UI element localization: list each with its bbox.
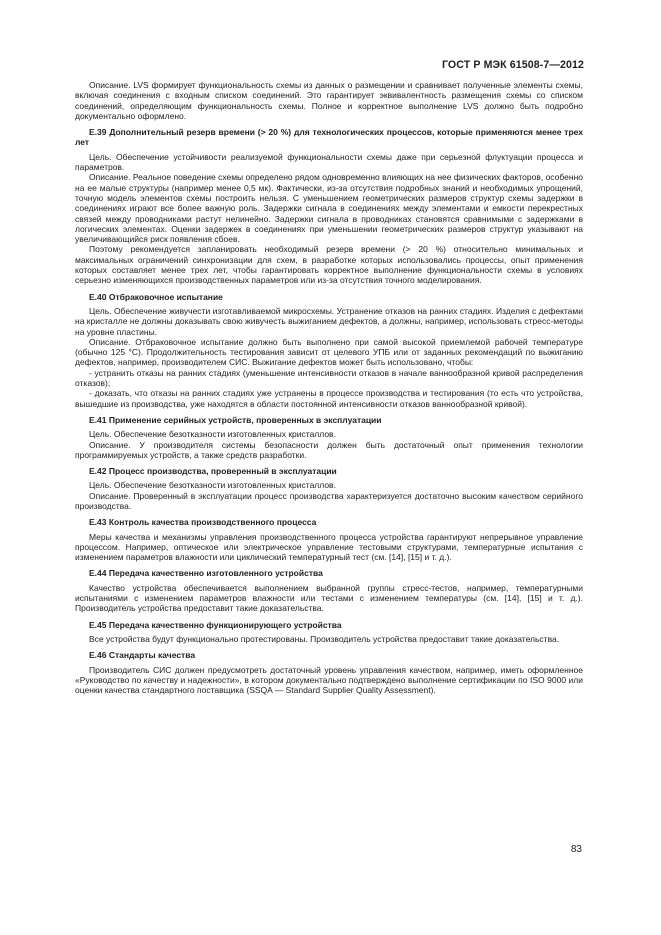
paragraph: Описание. Реальное поведение схемы определено рядом одновременно влияющих на нее физических факторов, особенно на ее малые структуры (например менее 0,5 мк). Фактически, из-за отсутствия подробных знаний и необходимых упрощений, точную модель элементов схемы построить нельзя. С уменьшением геометрических размеров структур схемы задержки в соединениях играют все более важную роль. Задержки сигнала в соединениях между элементами и емкости перекрестных связей между проводниками растут нелинейно. Задержки сигнала в проводниках становятся сравнимыми с задержками в логических элементах. Оценки задержек в соединениях при уменьшении геометрических размеров структур указывают на увеличивающийся риск появления сбоев.: [75, 172, 583, 245]
paragraph: - доказать, что отказы на ранних стадиях уже устранены в процессе производства и тестирования (то есть что устройства, вышедшие из производства, уже находятся в области постоянной интенсивности отказов ваннообразной кривой).: [75, 388, 583, 409]
section-heading: Е.46 Стандарты качества: [89, 650, 196, 661]
paragraph: Описание. У производителя системы безопасности должен быть достаточный опыт применения технологии программируемых устройств, а также средств разработки.: [75, 439, 583, 460]
section-heading: Е.44 Передача качественно изготовленного устройства: [89, 568, 323, 579]
paragraph: Цель. Обеспечение безотказности изготовленных кристаллов.: [89, 429, 336, 440]
paragraph: Описание. LVS формирует функциональность схемы из данных о размещении и сравнивает полученные элементы схемы, включая соединения с входным списком соединений. Это гарантирует эквивалентность размещения схемы со списком соединений, определяющим функциональность схемы. Полное и корректное выполнение LVS должно быть подробно документально оформлено.: [75, 80, 583, 121]
paragraph: Меры качества и механизмы управления производственного процесса устройства гарантируют непрерывное управление процессом. Например, оптическое или электрическое управление тестовыми структурами, температурные испытания с изменением параметров влажности или циклический температурный тест (см. [14], [15] и т. д.).: [75, 531, 583, 563]
section-1: [75, 127, 583, 285]
paragraph: Производитель СИС должен предусмотреть достаточный уровень управления качеством, например, иметь оформленное «Руководство по качеству и надежности», в котором документально подтверждено выполнение сертификации по ISO 9000 или оценки качества стандартного поставщика (SSQA — Standard Supplier Quality Assessment).: [75, 664, 583, 696]
section-4: [75, 466, 583, 511]
document-header: ГОСТ Р МЭК 61508-7—2012: [441, 59, 584, 71]
section-heading: Е.42 Процесс производства, проверенный в эксплуатации: [89, 466, 337, 477]
section-6: [75, 568, 583, 613]
paragraph: Поэтому рекомендуется запланировать необходимый резерв времени (> 20 %) относительно минимальных и максимальных ограничений синхронизации для схем, в разработке которых использовались процессы, опыт применения которых составляет менее трех лет, чтобы гарантировать корректное выполнение функциональности схемы в условиях серьезно изменяющихся производственных параметров или из-за отсутствия точного моделирования.: [75, 244, 583, 286]
section-heading: Е.40 Отбраковочное испытание: [89, 291, 223, 302]
paragraph: Цель. Обеспечение устойчивости реализуемой функциональности схемы даже при серьезной флуктуации процесса и параметров.: [75, 151, 583, 173]
paragraph: Все устройства будут функционально протестированы. Производитель устройства предоставит такие доказательства.: [89, 633, 560, 644]
section-heading: Е.39 Дополнительный резерв времени (> 20 %) для технологических процессов, которые применяются менее трех лет: [75, 127, 583, 148]
paragraph: Описание. Проверенный в эксплуатации процесс производства характеризуется достаточно высоким качеством серийного производства.: [75, 490, 583, 511]
paragraph: - устранить отказы на ранних стадиях (уменьшение интенсивности отказов в начале ваннообразной кривой распределения отказов);: [75, 367, 583, 389]
paragraph: Описание. Отбраковочное испытание должно быть выполнено при самой высокой приемлемой рабочей температуре (обычно 125 °С). Продолжительность тестирования зависит от целевого УПБ или от заданных рекомендаций по выжиганию дефектов, например, производителем СИС. Выжигание дефектов может быть использовано, чтобы:: [75, 336, 583, 368]
page-number: 83: [570, 844, 582, 855]
paragraph: Цель. Обеспечение безотказности изготовленных кристаллов.: [89, 480, 336, 491]
section-8: [75, 650, 583, 695]
document-body: [75, 80, 583, 695]
section-2: [75, 292, 583, 409]
section-heading: Е.45 Передача качественно функционирующего устройства: [89, 619, 342, 630]
section-5: [75, 517, 583, 562]
section-3: [75, 415, 583, 460]
section-7: [75, 620, 583, 645]
section-0: [75, 80, 583, 121]
section-heading: Е.43 Контроль качества производственного процесса: [89, 517, 317, 528]
section-heading: Е.41 Применение серийных устройств, проверенных в эксплуатации: [89, 414, 382, 425]
paragraph: Качество устройства обеспечивается выполнением выбранной группы стресс-тестов, например, температурными испытаниями с изменением параметров влажности или тестами с изменением температуры (см. [14], [15] и т. д.). Производитель устройства предоставит такие доказательства.: [75, 582, 583, 614]
paragraph: Цель. Обеспечение живучести изготавливаемой микросхемы. Устранение отказов на ранних стадиях. Изделия с дефектами на кристалле не должны доказывать свою живучесть выжиганием дефектов, а должны, например, использовать стресс-методы на уровне пластины.: [75, 305, 583, 337]
